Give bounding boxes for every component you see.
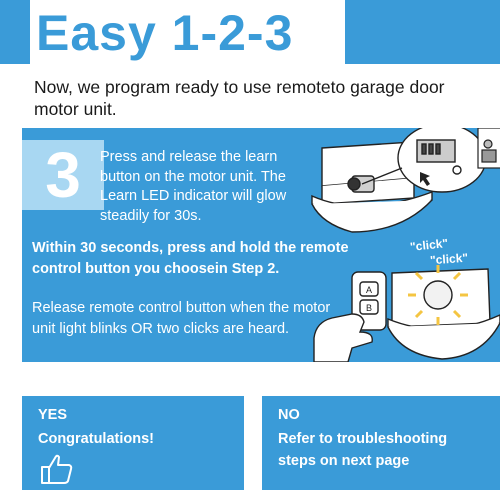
page-title: Easy 1-2-3 — [36, 5, 294, 61]
step-number-badge — [22, 140, 104, 210]
yes-text: Congratulations! — [38, 431, 154, 447]
step-number: 3 — [45, 139, 81, 211]
yes-title: YES — [38, 407, 68, 423]
no-text-line1: Refer to troubleshooting — [278, 431, 448, 447]
thumbs-up-icon — [40, 452, 74, 486]
no-title: NO — [278, 407, 300, 423]
no-result-box — [262, 396, 500, 490]
hand-icon — [314, 314, 372, 362]
click-label: "click" — [409, 236, 449, 254]
step-panel — [22, 128, 500, 362]
instruction-hold: Within 30 seconds, press and hold the remote control button you choosein Step 2. — [32, 240, 349, 277]
no-text-line2: steps on next page — [278, 453, 410, 469]
instruction-release: Release remote control button when the motor unit light blinks OR two clicks are heard. — [32, 300, 331, 337]
remote-button-a: A — [365, 285, 373, 295]
step-description: Press and release the learn button on the motor unit. The Learn LED indicator will glow steadily for 30s. — [100, 149, 287, 224]
header-right-bar — [345, 0, 500, 64]
yes-result-box — [22, 396, 244, 490]
intro-text: Now, we program ready to use remoteto garage door motor unit. — [34, 77, 445, 119]
click-label: "click" — [429, 250, 469, 268]
garage-motor-icon — [292, 128, 500, 238]
remote-control-icon — [312, 268, 392, 362]
header-left-bar — [0, 0, 30, 64]
remote-button-b: B — [365, 303, 373, 313]
